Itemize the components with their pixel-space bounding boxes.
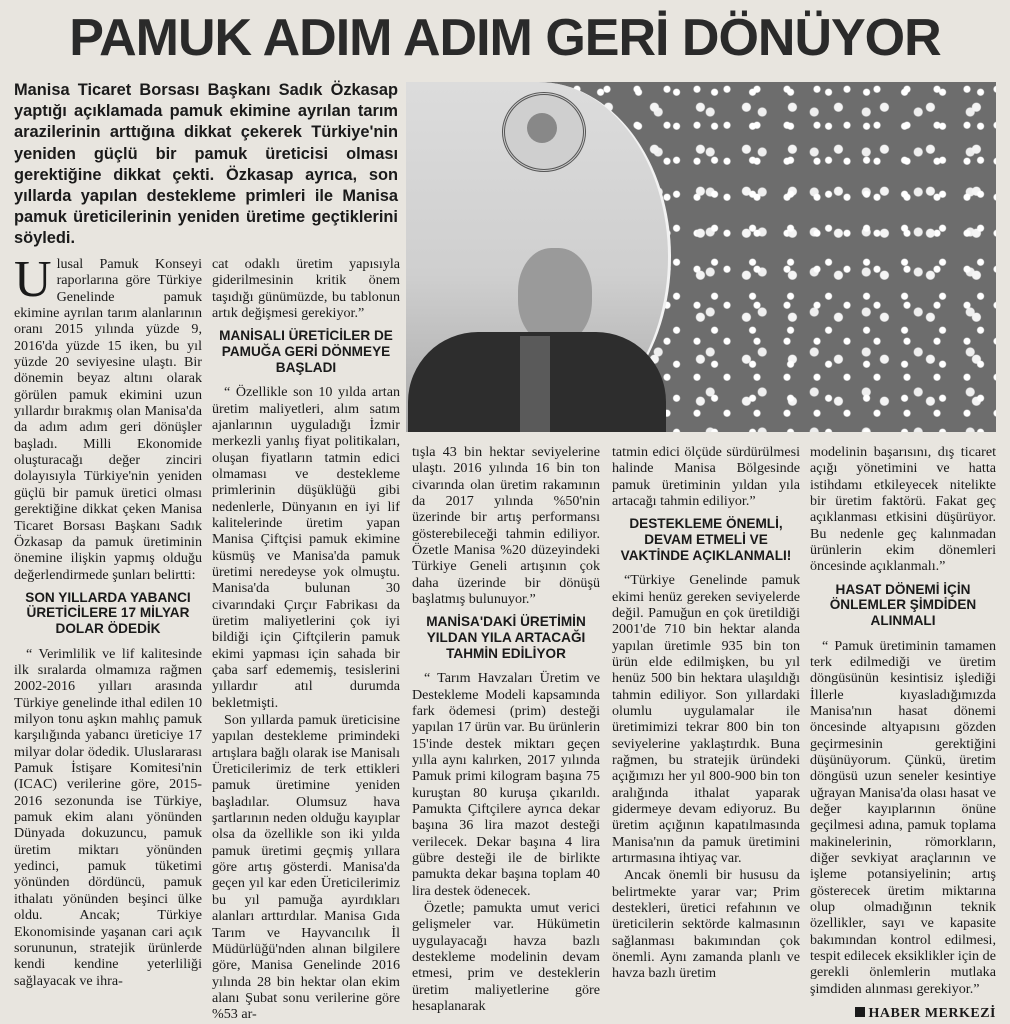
- person-head: [518, 248, 592, 344]
- column-4-paragraph-3: Ancak önemli bir hususu da belirtmekte yarar var; Prim destekleri, üretici refahının ve üreticilerin sektörde kalmasının sağlanması bakımından çok önemli. Aynı zamanda planlı ve havza bazlı üretim: [612, 867, 800, 982]
- column-2-paragraph-1: cat odaklı üretim yapısıyla giderilmesinin kritik önem taşıdığı günümüzde, bu tablonun artık değişmesi gerekiyor.”: [212, 256, 400, 322]
- lead-text: Manisa Ticaret Borsası Başkanı Sadık Özkasap yaptığı açıklamada pamuk ekimine ayrılan tarım arazilerinin arttığına dikkat çekerek Türkiye'nin yeniden güçlü bir pamuk üreticisi olması gerektiğine dikkat çekti. Özkasap ayrıca, son yıllarda yapılan destekleme primleri ile Manisa pamuk üreticilerinin yeniden üretime geçtiklerini söyledi.: [14, 81, 398, 248]
- portrait-photo: [406, 82, 671, 432]
- article-column-3: [412, 444, 600, 1015]
- column-4-paragraph-1: tatmin edici ölçüde sürdürülmesi halinde Manisa Bölgesinde pamuk üretiminin yıldan yıla artacağı tahmin ediliyor.”: [612, 444, 800, 510]
- column-1-paragraph-1: Ulusal Pamuk Konseyi raporlarına göre Türkiye Genelinde pamuk ekimine ayrılan tarım alanlarının oranı 2015 yılında yüzde 9, 2016'da yüzde 15 iken, bu yıl yüzde 20 seviyesine ulaştı. Bir dönemin beyaz altını olarak görülen pamuk ekimini uzun yıllardır bırakmış olan Manisa'da da adım adım geri dönüşler başladı. Milli Ekonomide oluşturacağı değer zinciri dolayısıyla Türkiye'nin yeniden güçlü bir pamuk üretici olması gerektiğine dikkat çeken Manisa Ticaret Borsası Başkanı Sadık Özkasap da pamuk üretiminin önemine ilişkin yapmış olduğu değerlendirmede şunları belirtti:: [14, 251, 202, 583]
- subheading-yabanci-ureticiler: SON YILLARDA YABANCI ÜRETİCİLERE 17 MİLYAR DOLAR ÖDEDİK: [25, 589, 191, 637]
- article-column-5: [810, 444, 996, 998]
- column-3-paragraph-3: Özetle; pamukta umut verici gelişmeler var. Hükümetin uygulayacağı havza bazlı destekleme modelinin devam etmesi, prim ve desteklerin üretim maliyetlerine göre hesaplanarak: [412, 900, 600, 1015]
- person-suit: [408, 332, 666, 432]
- article-column-2: [212, 256, 400, 1024]
- subheading-destekleme-onemli: DESTEKLEME ÖNEMLİ, DEVAM ETMELİ VE VAKTİNDE AÇIKLANMALI!: [620, 516, 792, 563]
- subheading-manisali-ureticiler: MANİSALI ÜRETİCİLER DE PAMUĞA GERİ DÖNMEYE BAŞLADI: [219, 328, 393, 375]
- drop-cap: U: [14, 251, 52, 308]
- chamber-seal-logo: [502, 92, 586, 172]
- column-1-paragraph-2: “ Verimlilik ve lif kalitesinde ilk sıralarda olmamıza rağmen 2002-2016 yılları arasında Türkiye genelinde ithal edilen 10 milyon tonu aşkın mahlıç pamuk karşılığında yabancı üreticiye 17 milyar dolar ödedik. Uluslararası Pamuk İstişare Komitesi'nin (ICAC) verilerine göre, 2015-2016 sezonunda ise Türkiye, pamuk ekim alanı yönünden Dünyada dokuzuncu, pamuk üretim miktarı yönünden yedinci, pamuk tüketimi yönünden dördüncü, pamuk ithalatı yönünden beşinci ülke oldu. Ancak; Türkiye Ekonomisinde yaşanan cari açık sorununun, stratejik ürünlerde kendi kendine yeterliliği sağlayacak ve ihra-: [14, 645, 202, 989]
- article-column-4: [612, 444, 800, 983]
- column-5-paragraph-1: modelinin başarısını, dış ticaret açığı yönetimini ve hatta istihdamı etkileyecek nitelikte bir üretim faktörü. Fakat geç açıklanması etkisini düşürüyor. Bu nedenle geç kalınmadan ürünlerin ekim dönemleri öncesinde açıklanmalı.”: [810, 444, 996, 575]
- column-2-paragraph-2: “ Özellikle son 10 yılda artan üretim maliyetleri, alım satım ajanlarının uyguladığı İzmir merkezli yanlış fiyat politikaları, oluşan fiyatların tatmin edici olmaması ve destekleme primlerinin düşüklüğü gibi nedenlerle, Dünyanın en iyi lif kalitelerinde üretim yapan Manisa Çiftçisi pamuk ekimine küsmüş ve Manisa'da pamuk üretimi neredeyse yok olmuştu. Manisa'da bulunan 30 civarındaki Çırçır Fabrikası da üretim maliyetlerini çok iyi bildiği için Çiftçilerin pamuk ekimi yapması için sahada bir çaba sarf edememiş, tesislerini yıllardır atıl durumda bekletmişti.: [212, 384, 400, 711]
- column-4-paragraph-2: “Türkiye Genelinde pamuk ekimi henüz gereken seviyelerde değil. Pamuğun en çok üretildiği 2001'de 710 bin hektar alanda yapılan üretimle 935 bin ton ürün elde edilmişken, bu yıl henüz 500 bin hektara ulaşıldığı tahmin ediliyor. Son yıllardaki olumlu uygulamalar ile üretimimizi tekrar 800 bin ton seviyelerine yaklaştırdık. Buna rağmen, bu stratejik üründeki açığımızı her yıl 800-900 bin ton aralığında ithalat yaparak gidermeye devam ediyoruz. Bu üretim açığının kapatılmasında Manisa'nın da pamuk üretimini artırmasına ihtiyaç var.: [612, 572, 800, 866]
- byline-square-icon: [855, 1007, 865, 1017]
- lead-paragraph: [14, 80, 398, 250]
- column-5-paragraph-2: “ Pamuk üretiminin tamamen terk edilmediği ve üretim döngüsünün kesintisiz işlediği İllerle kıyasladığımızda Manisa'nın hasat dönemi öncesinde altyapısını gözden geçirmesinin gerektiğini düşünüyorum. Çünkü, üretim döngüsü uzun seneler kesintiye uğrayan Manisa'da olası hasat ve değer kayıplarının önüne geçilmesi adına, pamuk toplama makinelerinin, römorkların, diğer sevkiyat araçlarının ve işleme potansiyelinin; artış gösterecek üretim miktarına olup olmadığının teknik özellikler, sayı ve kapasite bakımından kontrol edilmesi, tespit edilecek eksiklikler için de gerekli önlemlerin mutlaka şimdiden alınması gerekiyor.”: [810, 637, 996, 997]
- article-photo: [406, 82, 996, 432]
- column-2-paragraph-3: Son yıllarda pamuk üreticisine yapılan destekleme primindeki artışlara bağlı olarak ise Manisalı Üreticilerimiz de terk ettikleri pamuk üretimine yeniden başladılar. Olumsuz hava şartlarının neden olduğu kayıplar olsa da özellikle son iki yılda pamuk üretimi geçmiş yıllara göre artış gösterdi. Manisa'da geçen yıl kar eden Üreticilerimiz bu yıl pamuğa ayırdıkları alanları arttırdılar. Manisa Gıda Tarım ve Hayvancılık İl Müdürlüğü'nden alınan bilgilere göre, Manisa Genelinde 2016 yılında 28 bin hektar olan ekim alanı Şubat sonu verilerine göre %53 ar-: [212, 712, 400, 1023]
- subheading-hasat-donemi: HASAT DÖNEMİ İÇİN ÖNLEMLER ŞİMDİDEN ALINMALI: [829, 581, 977, 628]
- byline-text: HABER MERKEZİ: [868, 1006, 996, 1021]
- column-3-paragraph-2: “ Tarım Havzaları Üretim ve Destekleme Modeli kapsamında fark ödemesi (prim) desteği yapılan 17 ürün var. Bu ürünlerin 15'inde destek miktarı geçen yılla aynı kalırken, 2017 yılında Pamuk primi kilogram başına 75 kuruştan 80 kuruşa çıkarıldı. Pamukta Çiftçilere ayrıca dekar başına 36 lira mazot desteği verilecek. Dekar başına 4 lira gübre desteği ile de birlikte pamukta dekar başına toplam 40 lira destek ödenecek.: [412, 670, 600, 899]
- subheading-manisadaki-uretim: MANİSA'DAKİ ÜRETİMİN YILDAN YILA ARTACAĞI TAHMİN EDİLİYOR: [426, 614, 586, 661]
- column-3-paragraph-1: tışla 43 bin hektar seviyelerine ulaştı. 2016 yılında 16 bin ton civarında olan üretim rakamının da 2017 yılında %50'nin üzerinde bir artış performansı gösterebileceği tahmin ediliyor. Özetle Manisa %20 düzeyindeki Türkiye Geneli artışının çok daha üzerinde bir dönüşü başlatmış bulunuyor.”: [412, 444, 600, 608]
- headline: PAMUK ADIM ADIM GERİ DÖNÜYOR: [69, 9, 941, 67]
- byline: [855, 1006, 996, 1022]
- article-column-1: [14, 251, 202, 990]
